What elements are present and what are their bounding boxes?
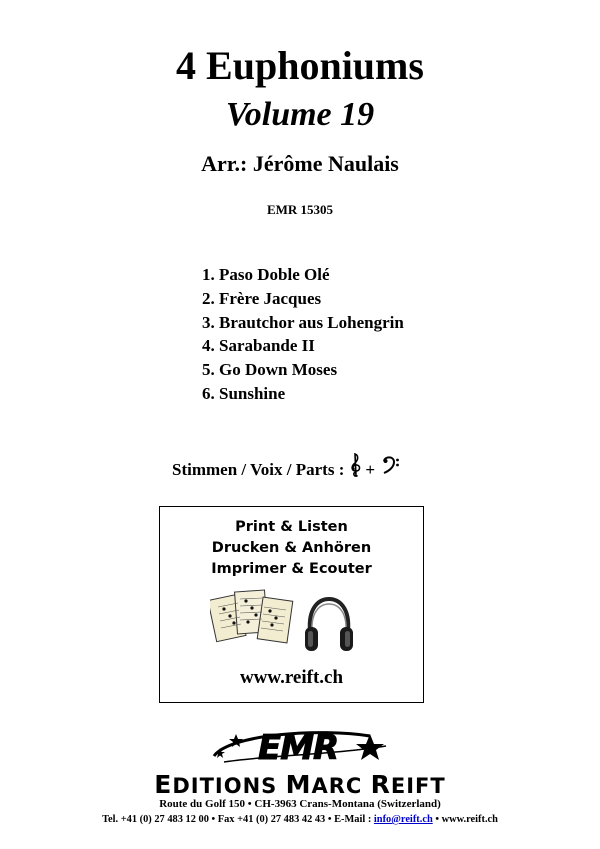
track-item: 6. Sunshine	[202, 383, 286, 403]
parts-plus: +	[365, 459, 376, 479]
treble-clef-icon	[349, 452, 363, 487]
publisher-initial-e: E	[154, 770, 173, 799]
track-item: 2. Frère Jacques	[202, 288, 322, 308]
bass-clef-icon	[382, 455, 400, 484]
track-item: 5. Go Down Moses	[202, 360, 338, 380]
contact-phone-fax: Tel. +41 (0) 27 483 12 00 • Fax +41 (0) 27 483 42 43 • E-Mail :	[102, 814, 374, 825]
catalog-number: EMR 15305	[266, 202, 334, 217]
publisher-word-1: DITIONS	[172, 774, 286, 798]
promo-line-english: Print & Listen	[235, 519, 348, 535]
publisher-initial-m: M	[285, 770, 312, 799]
promo-website-link[interactable]: www.reift.ch	[239, 667, 344, 688]
promo-line-german: Drucken & Anhören	[211, 540, 372, 556]
publisher-word-2: ARC	[311, 774, 371, 798]
arranger-credit: Arr.: Jérôme Naulais	[201, 151, 399, 176]
track-item: 4. Sarabande II	[202, 336, 315, 356]
publisher-word-3: EIFT	[390, 774, 446, 798]
contact-web: • www.reift.ch	[432, 814, 498, 825]
sheet-music-icon	[210, 587, 296, 649]
publisher-address: Route du Golf 150 • CH-3963 Crans-Montana (Switzerland)	[159, 798, 441, 810]
publisher-name	[0, 770, 600, 799]
track-item: 3. Brautchor aus Lohengrin	[202, 312, 404, 332]
volume-subtitle: Volume 19	[225, 96, 375, 133]
parts-label: Stimmen / Voix / Parts :	[172, 459, 345, 479]
publisher-contact	[0, 814, 600, 825]
track-item: 1. Paso Doble Olé	[202, 265, 330, 284]
headphones-icon	[302, 595, 356, 655]
promo-line-french: Imprimer & Ecouter	[211, 561, 372, 577]
publisher-initial-r: R	[370, 770, 391, 799]
email-link[interactable]: info@reift.ch	[373, 814, 433, 825]
track-list	[202, 263, 404, 406]
emr-logo-mark: EMR	[258, 728, 339, 768]
page-title: 4 Euphoniums	[176, 43, 424, 88]
print-listen-box	[159, 506, 424, 703]
parts-line	[172, 452, 400, 487]
